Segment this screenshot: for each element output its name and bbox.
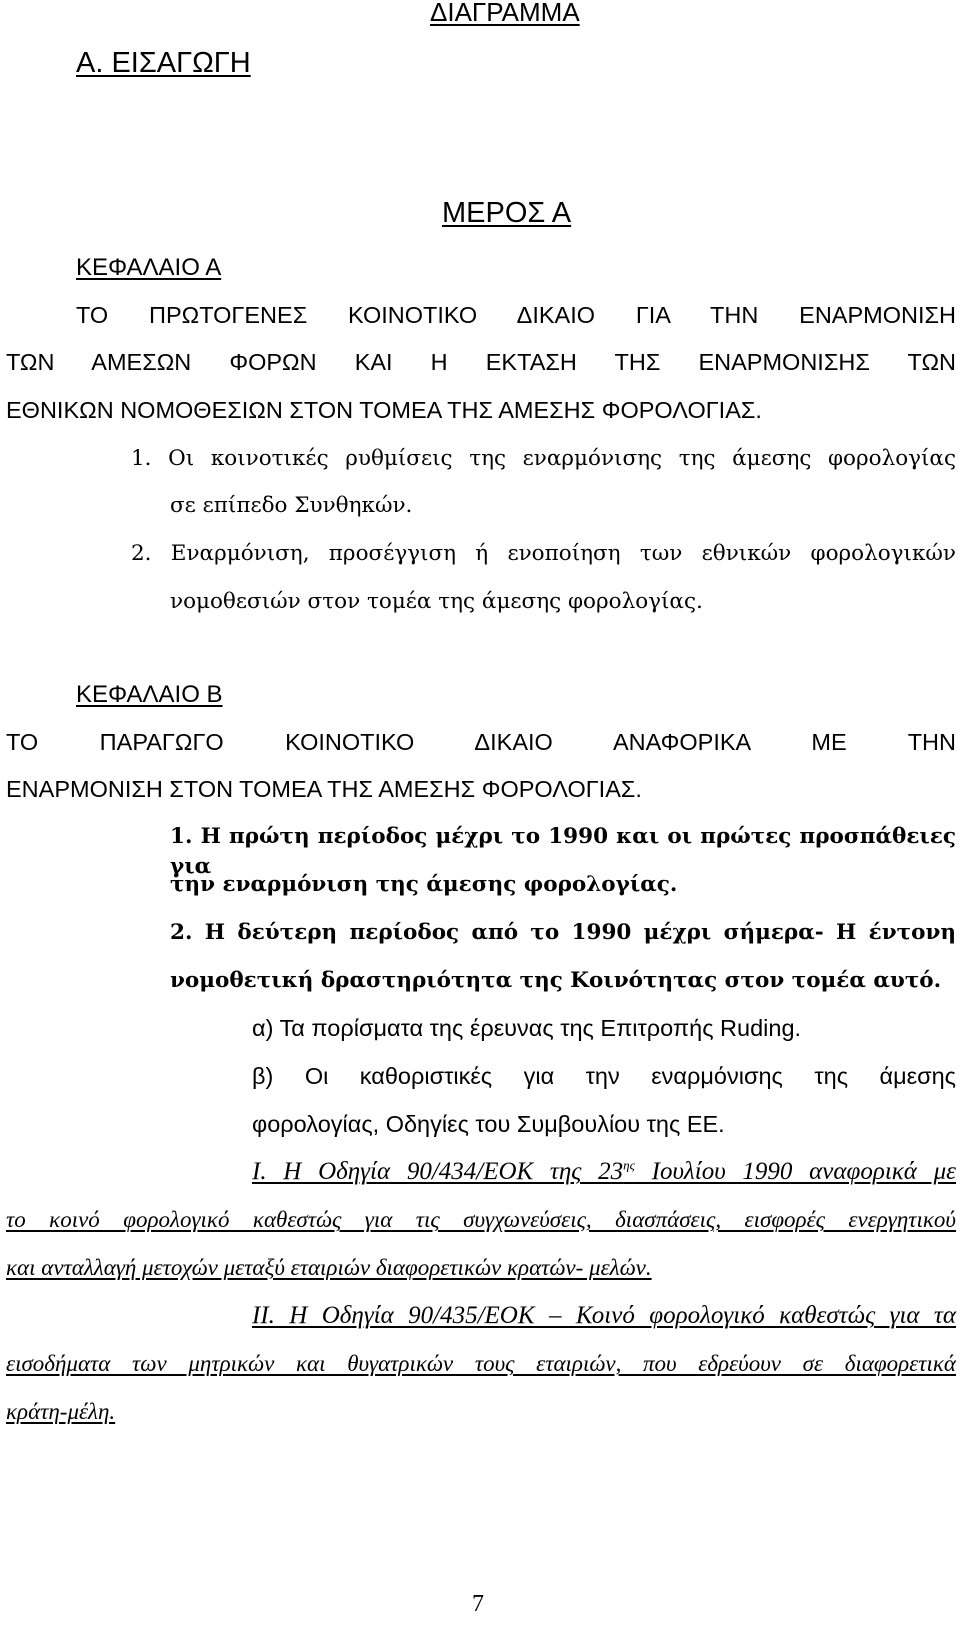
- directive-1-line-1-pre: Ι. Η Οδηγία 90/434/ΕΟΚ της 23: [252, 1158, 624, 1185]
- chapter-a-item-2-line-2: νομοθεσιών στον τομέα της άμεσης φορολογίας.: [170, 589, 703, 614]
- page-number: 7: [472, 1591, 484, 1617]
- chapter-b-title-line-1: ΤΟ ΠΑΡΑΓΩΓΟ ΚΟΙΝΟΤΙΚΟ ΔΙΚΑΙΟ ΑΝΑΦΟΡΙΚΑ ΜΕ ΤΗΝ: [6, 729, 956, 755]
- chapter-a-title-line-2: ΤΩΝ ΑΜΕΣΩΝ ΦΟΡΩΝ ΚΑΙ Η ΕΚΤΑΣΗ ΤΗΣ ΕΝΑΡΜΟΝΙΣΗΣ ΤΩΝ: [6, 349, 956, 375]
- directive-1-line-3: και ανταλλαγή μετοχών μεταξύ εταιριών διαφορετικών κρατών- μελών.: [6, 1255, 652, 1280]
- intro-heading: Α. ΕΙΣΑΓΩΓΗ: [76, 47, 251, 79]
- chapter-b-heading: ΚΕΦΑΛΑΙΟ Β: [76, 681, 223, 708]
- part-heading: ΜΕΡΟΣ Α: [442, 197, 572, 229]
- chapter-a-item-1-line-2: σε επίπεδο Συνθηκών.: [170, 493, 413, 518]
- chapter-b-item-2-line-2: νομοθετική δραστηριότητα της Κοινότητας στον τομέα αυτό.: [170, 968, 942, 993]
- chapter-a-item-1-line-1: 1. Οι κοινοτικές ρυθμίσεις της εναρμόνισης της άμεσης φορολογίας: [131, 446, 956, 471]
- chapter-a-title-line-3: ΕΘΝΙΚΩΝ ΝΟΜΟΘΕΣΙΩΝ ΣΤΟΝ ΤΟΜΕΑ ΤΗΣ ΑΜΕΣΗΣ ΦΟΡΟΛΟΓΙΑΣ.: [6, 397, 762, 423]
- directive-1-line-1-post: Ιουλίου 1990 αναφορικά με: [634, 1158, 957, 1185]
- diagram-title: ΔΙΑΓΡΑΜΜΑ: [430, 0, 580, 27]
- chapter-b-item-1-line-1: 1. Η πρώτη περίοδος μέχρι το 1990 και οι πρώτες προσπάθειες για: [170, 824, 956, 879]
- chapter-b-subitem-b-line-2: φορολογίας, Οδηγίες του Συμβουλίου της ΕΕ.: [252, 1111, 725, 1137]
- chapter-a-item-2-line-1: 2. Εναρμόνιση, προσέγγιση ή ενοποίηση των εθνικών φορολογικών: [131, 541, 956, 566]
- chapter-b-subitem-a: α) Τα πορίσματα της έρευνας της Επιτροπής Ruding.: [252, 1015, 802, 1041]
- directive-1-line-1: [252, 1157, 956, 1187]
- directive-1-line-2: το κοινό φορολογικό καθεστώς για τις συγχωνεύσεις, διασπάσεις, εισφορές ενεργητικού: [6, 1207, 956, 1232]
- chapter-a-title-line-1: ΤΟ ΠΡΩΤΟΓΕΝΕΣ ΚΟΙΝΟΤΙΚΟ ΔΙΚΑΙΟ ΓΙΑ ΤΗΝ ΕΝΑΡΜΟΝΙΣΗ: [76, 302, 956, 328]
- chapter-b-subitem-b-line-1: β) Οι καθοριστικές για την εναρμόνισης της άμεσης: [252, 1063, 956, 1089]
- chapter-a-heading: ΚΕΦΑΛΑΙΟ Α: [76, 254, 222, 281]
- chapter-b-item-1-line-2: την εναρμόνιση της άμεσης φορολογίας.: [170, 872, 678, 897]
- directive-2-line-3: κράτη-μέλη.: [6, 1399, 116, 1424]
- directive-2-line-1: ΙΙ. Η Οδηγία 90/435/ΕΟΚ – Κοινό φορολογικό καθεστώς για τα: [252, 1302, 956, 1329]
- chapter-b-item-2-line-1: 2. Η δεύτερη περίοδος από το 1990 μέχρι σήμερα- Η έντονη: [170, 920, 956, 945]
- directive-2-line-2: εισοδήματα των μητρικών και θυγατρικών τους εταιριών, που εδρεύουν σε διαφορετικά: [6, 1351, 956, 1376]
- chapter-b-title-line-2: ΕΝΑΡΜΟΝΙΣΗ ΣΤΟΝ ΤΟΜΕΑ ΤΗΣ ΑΜΕΣΗΣ ΦΟΡΟΛΟΓΙΑΣ.: [6, 776, 642, 802]
- directive-1-ordinal: ης: [623, 1157, 635, 1173]
